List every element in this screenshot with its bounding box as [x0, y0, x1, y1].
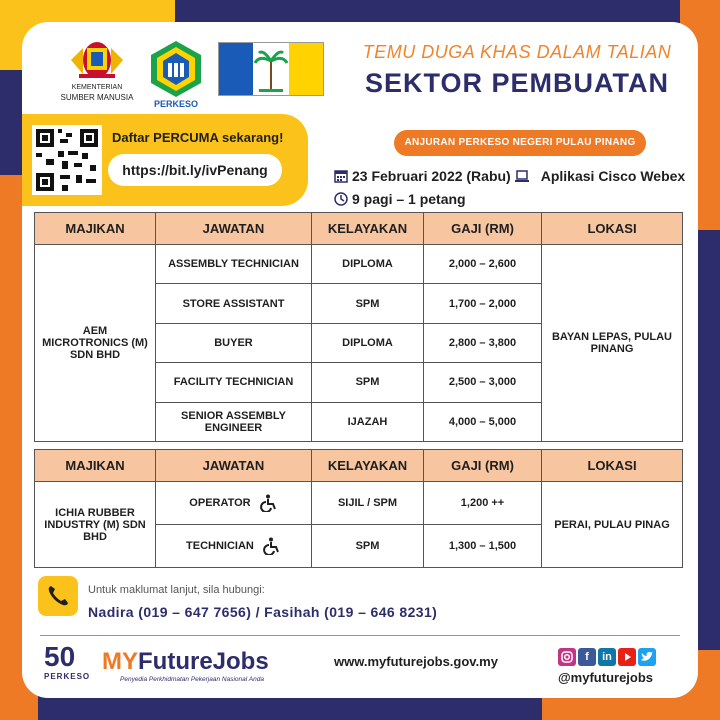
job-table-ichia: [34, 449, 683, 568]
social-icons: [558, 648, 656, 666]
col-header: LOKASI: [542, 450, 683, 482]
perkeso-label: PERKESO: [153, 99, 198, 109]
event-platform: Aplikasi Cisco Webex: [540, 168, 686, 184]
position-cell: SENIOR ASSEMBLY ENGINEER: [156, 402, 312, 441]
ministry-logo: [57, 38, 137, 106]
ministry-line1: KEMENTERIAN: [71, 84, 123, 91]
table-row: [35, 245, 683, 284]
qualification-cell: SIJIL / SPM: [312, 482, 424, 525]
col-header: JAWATAN: [156, 450, 312, 482]
col-header: KELAYAKAN: [312, 450, 424, 482]
website-link[interactable]: www.myfuturejobs.gov.my: [334, 654, 498, 669]
position-cell: [156, 525, 312, 568]
salary-cell: 1,300 – 1,500: [424, 525, 542, 568]
contact-box: [38, 576, 78, 616]
contact-phones: Nadira (019 – 647 7656) / Fasihah (019 – 646 8231): [88, 604, 438, 620]
event-time: 9 pagi – 1 petang: [352, 191, 466, 207]
event-time-row: [334, 191, 466, 207]
calendar-icon: [334, 169, 348, 183]
brand-tagline: Penyedia Perkhidmatan Pekerjaan Nasional Anda: [120, 676, 264, 683]
employer-cell: AEM MICROTRONICS (M) SDN BHD: [35, 245, 156, 442]
col-header: GAJI (RM): [424, 450, 542, 482]
youtube-icon[interactable]: [618, 648, 636, 666]
facebook-icon[interactable]: f: [578, 648, 596, 666]
table-row: [35, 482, 683, 525]
poster-card: [22, 22, 698, 698]
salary-cell: 2,000 – 2,600: [424, 245, 542, 284]
anniversary-number: 50: [44, 641, 76, 672]
col-header: MAJIKAN: [35, 213, 156, 245]
event-date: 23 Februari 2022 (Rabu): [352, 168, 511, 184]
title-heading: SEKTOR PEMBUATAN: [364, 68, 669, 98]
clock-icon: [334, 192, 348, 206]
organizer-badge: ANJURAN PERKESO NEGERI PULAU PINANG: [394, 130, 646, 156]
col-header: LOKASI: [542, 213, 683, 245]
qr-code-icon: [32, 125, 102, 195]
palm-tree-icon: [253, 43, 289, 95]
salary-cell: 1,700 – 2,000: [424, 284, 542, 323]
table-header-row: [35, 450, 683, 482]
wheelchair-icon: [263, 537, 281, 555]
wheelchair-icon: [260, 494, 278, 512]
phone-icon: [38, 576, 78, 616]
col-header: MAJIKAN: [35, 450, 156, 482]
col-header: JAWATAN: [156, 213, 312, 245]
brand-my: MY: [102, 648, 138, 675]
position-cell: ASSEMBLY TECHNICIAN: [156, 245, 312, 284]
col-header: KELAYAKAN: [312, 213, 424, 245]
location-cell: BAYAN LEPAS, PULAU PINANG: [542, 245, 683, 442]
qualification-cell: IJAZAH: [312, 402, 424, 441]
table-header-row: [35, 213, 683, 245]
linkedin-icon[interactable]: in: [598, 648, 616, 666]
laptop-icon: [515, 169, 529, 183]
position-cell: FACILITY TECHNICIAN: [156, 363, 312, 402]
position-label: TECHNICIAN: [186, 539, 254, 552]
location-cell: PERAI, PULAU PINAG: [542, 482, 683, 568]
qualification-cell: SPM: [312, 284, 424, 323]
perkeso-logo: [147, 39, 205, 111]
register-label: Daftar PERCUMA sekarang!: [112, 130, 284, 145]
penang-flag: [218, 42, 324, 96]
position-cell: [156, 482, 312, 525]
perkeso-hexagon-icon: [147, 39, 205, 97]
qr-code[interactable]: [32, 125, 102, 195]
brand-futurejobs: FutureJobs: [138, 648, 269, 675]
employer-cell: ICHIA RUBBER INDUSTRY (M) SDN BHD: [35, 482, 156, 568]
register-panel: [22, 114, 308, 206]
position-cell: STORE ASSISTANT: [156, 284, 312, 323]
salary-cell: 2,500 – 3,000: [424, 363, 542, 402]
footer-divider: [40, 635, 680, 636]
salary-cell: 1,200 ++: [424, 482, 542, 525]
register-link[interactable]: https://bit.ly/ivPenang: [108, 154, 282, 186]
qualification-cell: SPM: [312, 525, 424, 568]
title-subheading: TEMU DUGA KHAS DALAM TALIAN: [362, 42, 672, 62]
anniversary-label: PERKESO: [44, 672, 91, 681]
qualification-cell: DIPLOMA: [312, 323, 424, 362]
position-cell: BUYER: [156, 323, 312, 362]
qualification-cell: SPM: [312, 363, 424, 402]
job-table-aem: [34, 212, 683, 442]
contact-label: Untuk maklumat lanjut, sila hubungi:: [88, 584, 265, 596]
position-label: OPERATOR: [189, 496, 251, 509]
myfuturejobs-logo: [102, 648, 269, 676]
salary-cell: 2,800 – 3,800: [424, 323, 542, 362]
ministry-line2: SUMBER MANUSIA: [60, 93, 134, 102]
event-date-row: [334, 168, 685, 184]
col-header: GAJI (RM): [424, 213, 542, 245]
qualification-cell: DIPLOMA: [312, 245, 424, 284]
instagram-icon[interactable]: [558, 648, 576, 666]
salary-cell: 4,000 – 5,000: [424, 402, 542, 441]
social-handle[interactable]: @myfuturejobs: [558, 670, 654, 685]
twitter-icon[interactable]: [638, 648, 656, 666]
